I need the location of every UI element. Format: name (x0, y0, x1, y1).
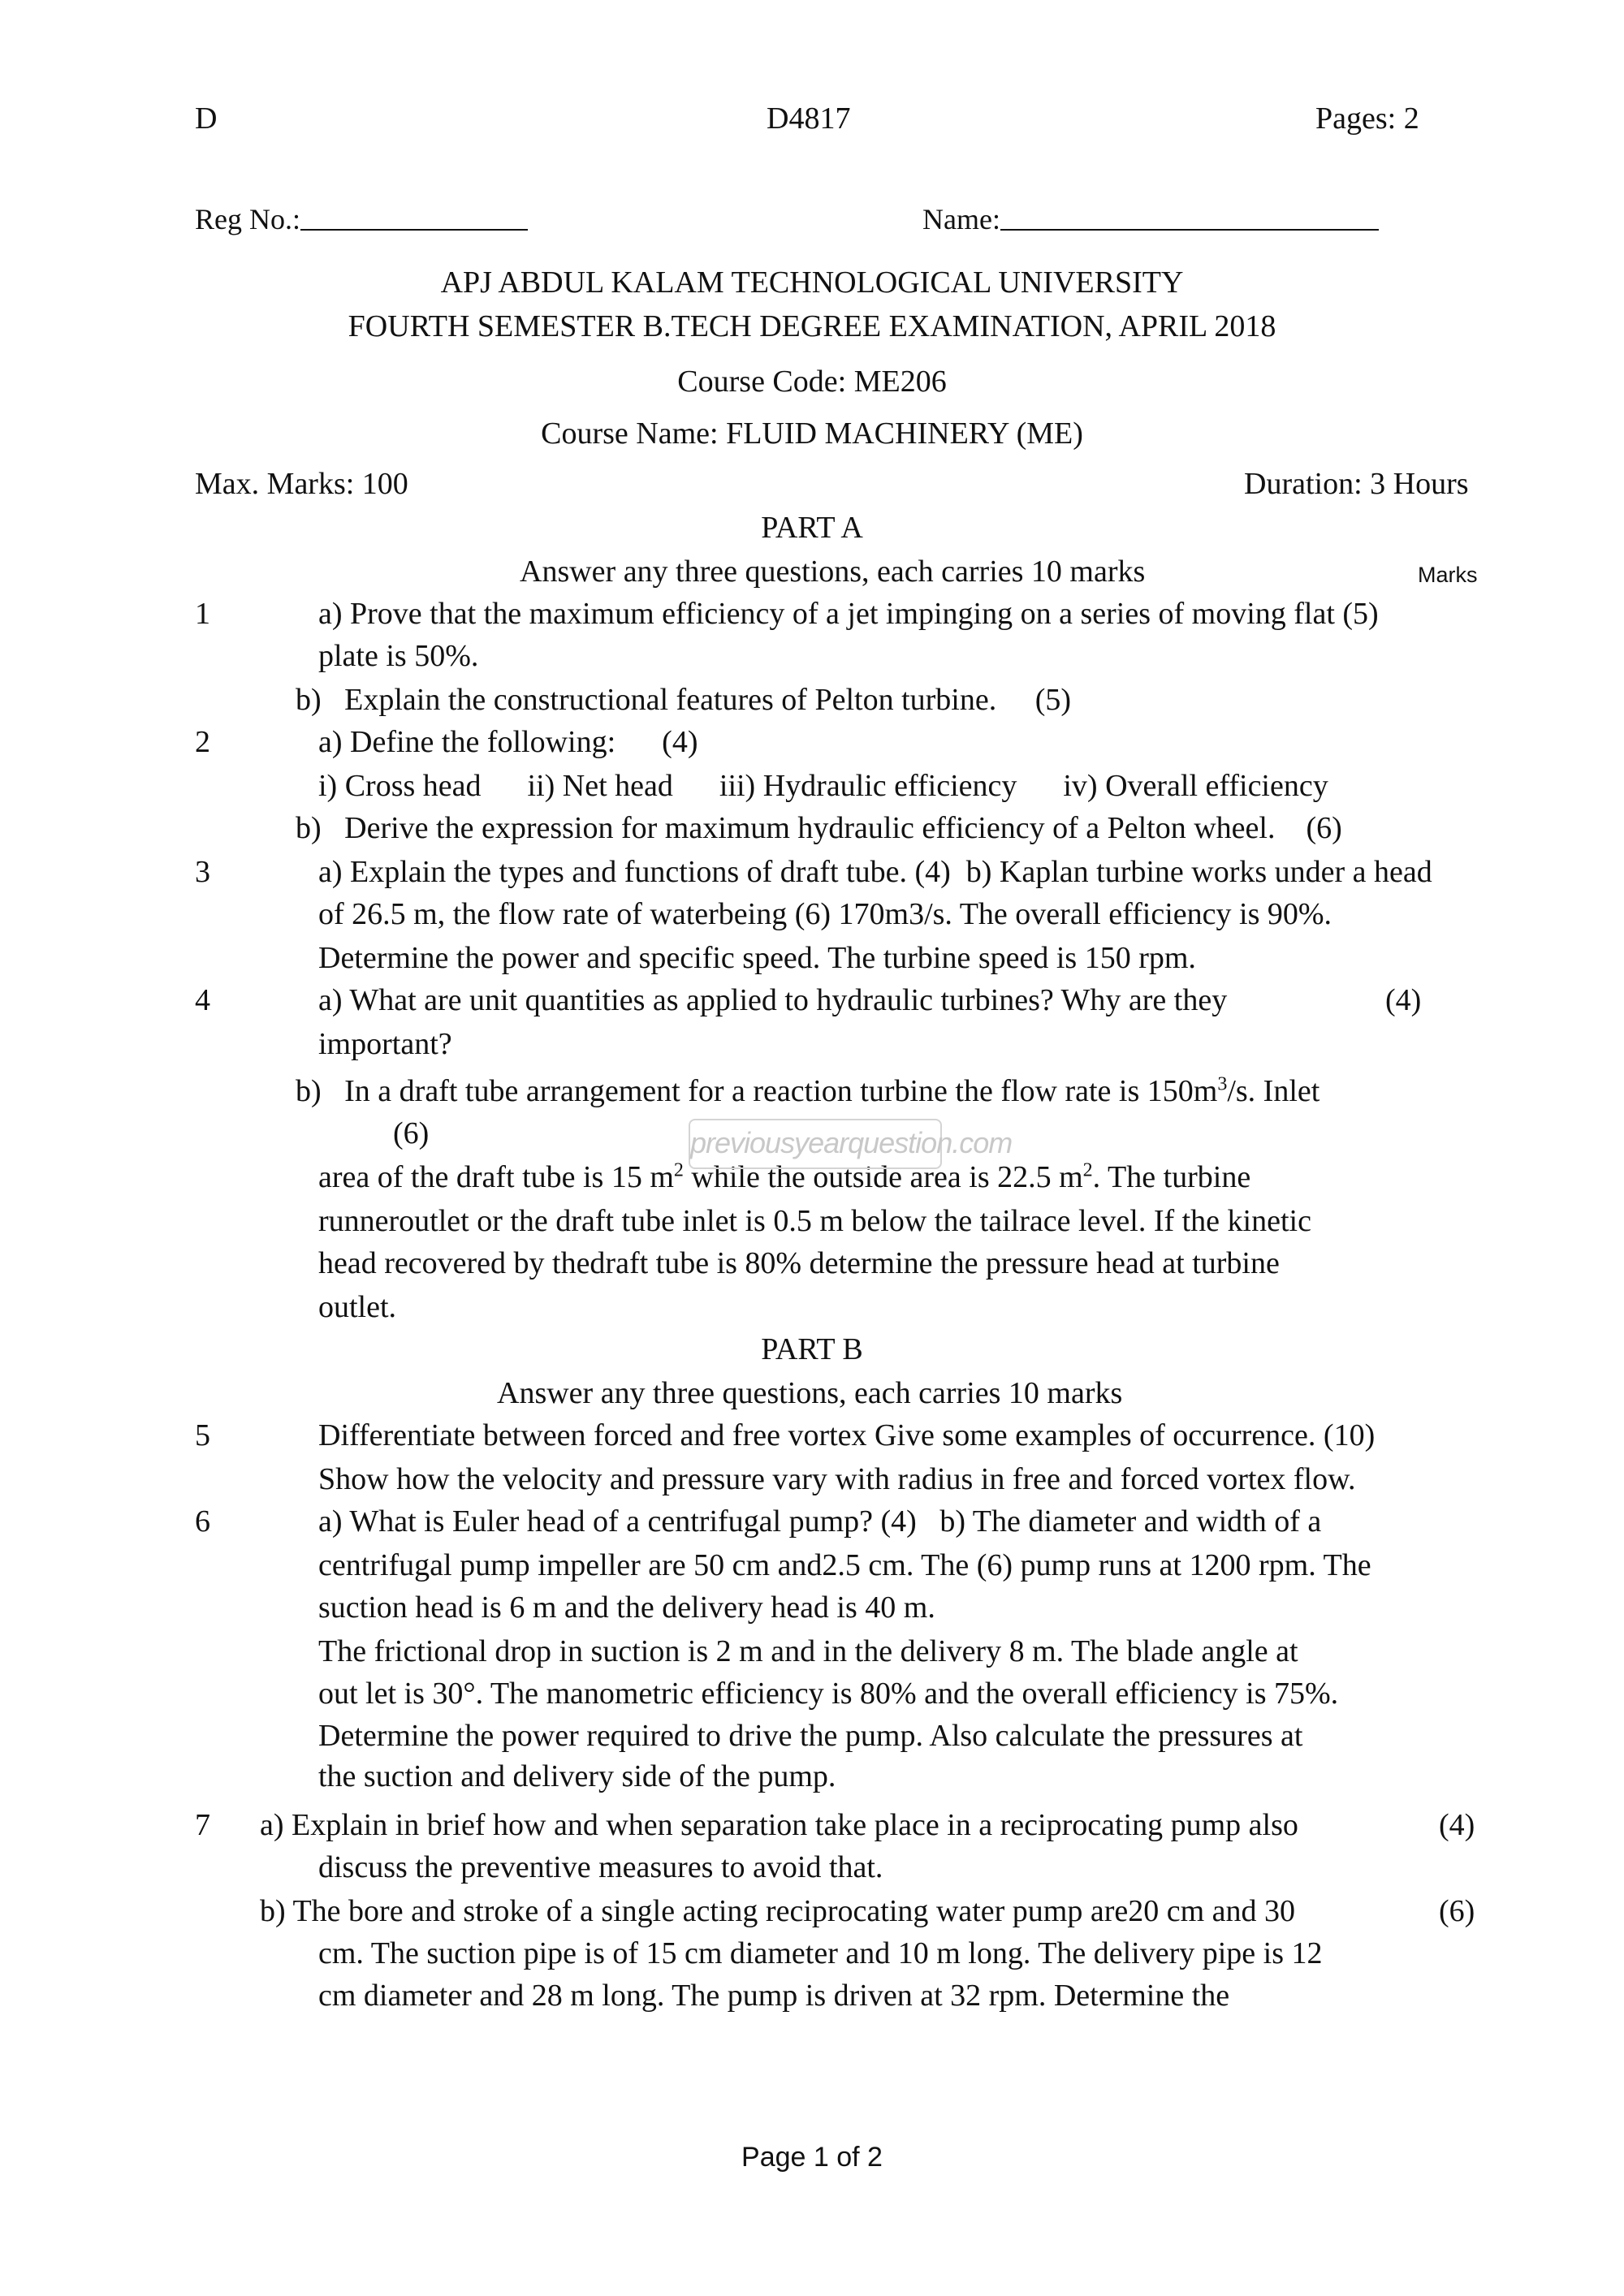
q2-part-b: b) Derive the expression for maximum hydraulic efficiency of a Pelton wheel. (6) (296, 811, 1342, 845)
q2-items: i) Cross head ii) Net head iii) Hydraulic efficiency iv) Overall efficiency (318, 769, 1328, 803)
q3-line-3: Determine the power and specific speed. The turbine speed is 150 rpm. (318, 941, 1196, 975)
question-number-6: 6 (195, 1504, 210, 1539)
q4-part-a-line-2: important? (318, 1027, 452, 1061)
max-marks: Max. Marks: 100 (195, 467, 408, 501)
q4-b-text: b) In a draft tube arrangement for a reaction turbine the flow rate is 150m (296, 1074, 1218, 1108)
q4-b-text-end: /s. Inlet (1227, 1074, 1320, 1108)
q4-b-sup: 3 (1217, 1073, 1228, 1095)
course-code: Course Code: ME206 (677, 365, 947, 399)
part-b-instruction: Answer any three questions, each carries 10 marks (497, 1376, 1123, 1410)
page-footer: Page 1 of 2 (741, 2142, 883, 2173)
q2-part-a: a) Define the following: (4) (318, 725, 698, 759)
question-number-5: 5 (195, 1418, 210, 1452)
pages-count: Pages: 2 (1315, 101, 1419, 136)
q4-part-b-line-1 (296, 1070, 1320, 1112)
course-name: Course Name: FLUID MACHINERY (ME) (541, 416, 1083, 451)
q4-part-b-marks: (6) (393, 1116, 430, 1150)
q5-line-1: Differentiate between forced and free vortex Give some examples of occurrence. (10) (318, 1418, 1376, 1452)
question-number-3: 3 (195, 855, 210, 889)
q4-l3-sup-1: 2 (673, 1159, 684, 1181)
marks-column-label: Marks (1418, 563, 1478, 587)
q4-part-b-line-6: outlet. (318, 1290, 397, 1324)
duration: Duration: 3 Hours (1244, 467, 1469, 501)
part-b-title: PART B (761, 1332, 863, 1366)
q4-part-b-line-4: runneroutlet or the draft tube inlet is 0.5 m below the tailrace level. If the kinetic (318, 1204, 1311, 1238)
q6-line-2: centrifugal pump impeller are 50 cm and2.5 cm. The (6) pump runs at 1200 rpm. The (318, 1548, 1371, 1582)
q4-part-b-line-5: head recovered by thedraft tube is 80% determine the pressure head at turbine (318, 1246, 1280, 1280)
q6-line-3: suction head is 6 m and the delivery head is 40 m. (318, 1590, 935, 1625)
q7-part-b-marks: (6) (1439, 1894, 1475, 1928)
q4-l3-text-mid: while the outside area is 22.5 m (683, 1160, 1083, 1194)
q3-line-2: of 26.5 m, the flow rate of waterbeing (6) 170m3/s. The overall efficiency is 90%. (318, 897, 1332, 931)
q4-part-a-marks: (4) (1385, 983, 1422, 1017)
q6-line-4: The frictional drop in suction is 2 m and in the delivery 8 m. The blade angle at (318, 1634, 1298, 1668)
part-a-title: PART A (761, 511, 863, 545)
q6-line-5: out let is 30°. The manometric efficiency is 80% and the overall efficiency is 75%. (318, 1677, 1339, 1711)
reg-no-line (300, 198, 528, 231)
exam-title: FOURTH SEMESTER B.TECH DEGREE EXAMINATION, APRIL 2018 (348, 309, 1276, 343)
question-number-7: 7 (195, 1808, 210, 1842)
q7-part-b-line-1: b) The bore and stroke of a single acting reciprocating water pump are20 cm and 30 (260, 1894, 1296, 1928)
q4-l3-sup-2: 2 (1082, 1159, 1093, 1181)
q4-part-a-line-1: a) What are unit quantities as applied to hydraulic turbines? Why are they (318, 983, 1228, 1017)
q7-part-a-marks: (4) (1439, 1808, 1475, 1842)
header-left: D (195, 101, 218, 136)
q7-part-b-line-2: cm. The suction pipe is of 15 cm diameter and 10 m long. The delivery pipe is 12 (318, 1936, 1323, 1970)
paper-code: D4817 (767, 101, 851, 136)
reg-no-field (195, 198, 528, 240)
q5-line-2: Show how the velocity and pressure vary with radius in free and forced vortex flow. (318, 1462, 1356, 1496)
q6-line-7: the suction and delivery side of the pump. (318, 1759, 836, 1793)
q1-part-a-line-2: plate is 50%. (318, 639, 479, 673)
q1-part-b: b) Explain the constructional features of Pelton turbine. (5) (296, 683, 1072, 717)
university-title: APJ ABDUL KALAM TECHNOLOGICAL UNIVERSITY (440, 265, 1184, 300)
q7-part-b-line-3: cm diameter and 28 m long. The pump is driven at 32 rpm. Determine the (318, 1979, 1230, 2013)
name-label: Name: (922, 203, 1000, 235)
q7-part-a-line-1: a) Explain in brief how and when separation take place in a reciprocating pump also (260, 1808, 1298, 1842)
name-line (1000, 198, 1379, 231)
part-a-instruction: Answer any three questions, each carries 10 marks (520, 555, 1146, 589)
name-field (922, 198, 1379, 240)
question-number-2: 2 (195, 725, 210, 759)
q6-line-1: a) What is Euler head of a centrifugal pump? (4) b) The diameter and width of a (318, 1504, 1322, 1539)
q6-line-6: Determine the power required to drive the pump. Also calculate the pressures at (318, 1719, 1303, 1753)
q3-line-1: a) Explain the types and functions of draft tube. (4) b) Kaplan turbine works under a head (318, 855, 1432, 889)
question-number-1: 1 (195, 597, 210, 631)
reg-no-label: Reg No.: (195, 203, 300, 235)
q4-l3-text: area of the draft tube is 15 m (318, 1160, 674, 1194)
question-number-4: 4 (195, 983, 210, 1017)
q7-part-a-line-2: discuss the preventive measures to avoid that. (318, 1850, 883, 1884)
q4-l3-text-end: . The turbine (1092, 1160, 1251, 1194)
q1-part-a-line-1: a) Prove that the maximum efficiency of a jet impinging on a series of moving flat (5) (318, 597, 1379, 631)
watermark-logo: previousyearquestion.com (689, 1119, 942, 1169)
